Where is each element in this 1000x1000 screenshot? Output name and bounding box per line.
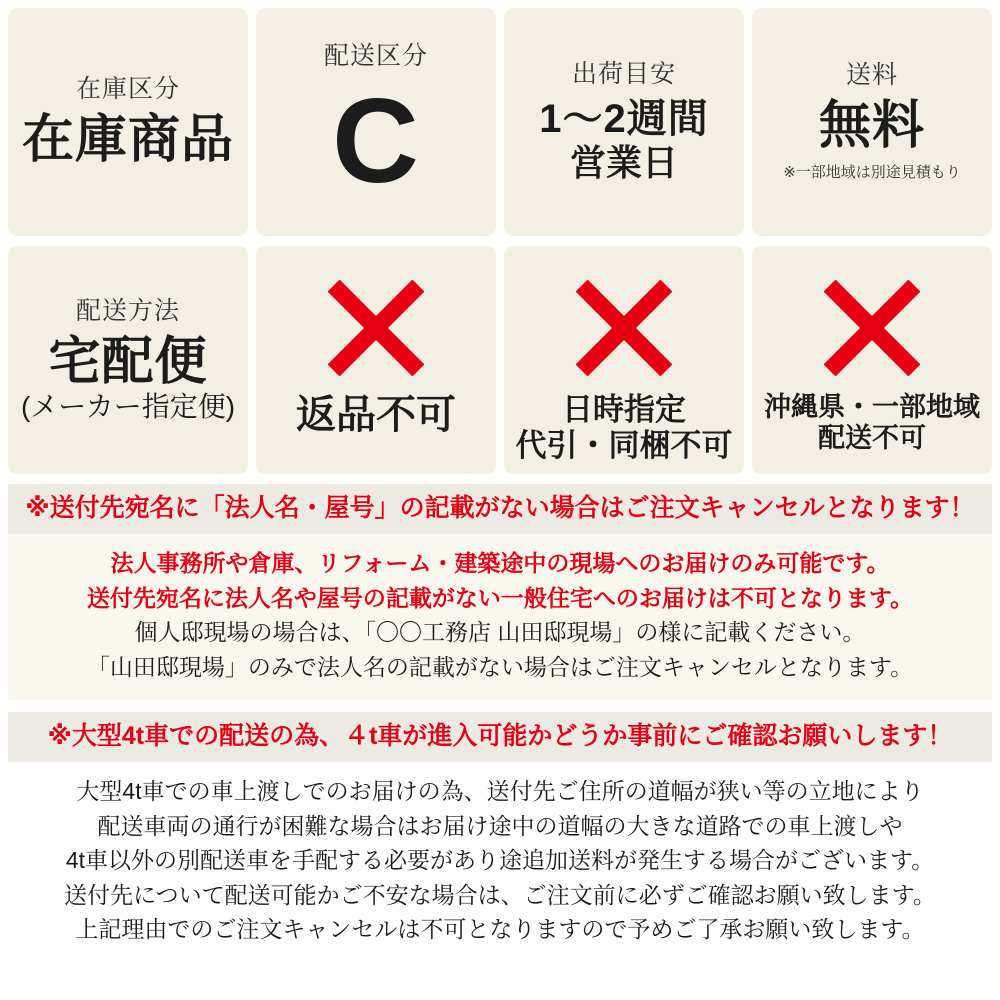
notice-truck-access — [8, 712, 992, 963]
no-date-designation-label-2: 代引・同梱不可 — [515, 427, 733, 463]
x-mark-icon — [316, 268, 436, 388]
shipping-estimate-value: 1〜2週間 — [539, 97, 709, 142]
no-date-designation-card — [504, 246, 744, 474]
shipping-estimate-label: 出荷目安 — [571, 59, 676, 88]
notice-line: 大型4t車での車上渡しでのお届けの為、送付先ご住所の道幅が狭い等の立地により — [76, 778, 924, 804]
notice-line: 法人事務所や倉庫、リフォーム・建築途中の現場へのお届けのみ可能です。 — [110, 550, 890, 576]
delivery-method-note: (メーカー指定便) — [20, 390, 236, 422]
delivery-method-label: 配送方法 — [75, 296, 180, 325]
delivery-method-card — [8, 246, 248, 474]
no-delivery-area-label-1: 沖縄県・一部地域 — [764, 392, 980, 422]
stock-type-value: 在庫商品 — [21, 111, 234, 170]
shipping-estimate-card — [504, 8, 744, 236]
badge-grid-row-1 — [8, 8, 992, 236]
notice-truck-access-body — [8, 762, 992, 963]
no-delivery-area-card — [752, 246, 992, 474]
notice-company-name-body — [8, 534, 992, 700]
notice-line: 送付先について配送可能かご不安な場合は、ご注文前に必ずご確認お願い致します。 — [64, 881, 936, 908]
notice-company-name-heading: ※送付先宛名に「法人名・屋号」の記載がない場合はご注文キャンセルとなります！ — [8, 484, 992, 534]
notice-line: 個人邸現場の場合は、「〇〇工務店 山田邸現場」の様に記載ください。 — [134, 619, 866, 645]
no-return-label: 返品不可 — [296, 393, 456, 437]
delivery-method-value: 宅配便 — [48, 333, 208, 392]
x-mark-icon — [812, 268, 932, 388]
notice-line: 配送車両の通行が困難な場合はお届け途中の道幅の大きな道路での車上渡しや — [97, 812, 903, 839]
notice-line: 4t車以外の別配送車を手配する必要があり途追加送料が発生する場合がございます。 — [65, 847, 935, 873]
shipping-fee-card — [752, 8, 992, 236]
notice-line: 上記理由でのご注文キャンセルは不可となりますので予めご了承お願い致します。 — [75, 916, 925, 942]
shipping-fee-value: 無料 — [818, 97, 925, 156]
delivery-class-value: C — [332, 73, 420, 208]
delivery-class-label: 配送区分 — [323, 42, 428, 71]
no-date-designation-label-1: 日時指定 — [562, 392, 686, 427]
delivery-class-card — [256, 8, 496, 236]
notice-line: 送付先宛名に法人名や屋号の記載がない一般住宅へのお届けは不可となります。 — [86, 584, 914, 611]
stock-type-label: 在庫区分 — [75, 74, 180, 103]
no-delivery-area-label-2: 配送不可 — [818, 423, 926, 454]
notice-truck-access-heading: ※大型4t車での配送の為、４t車が進入可能かどうか事前にご確認お願いします！ — [8, 712, 992, 762]
shipping-fee-note: ※一部地域は別途見積もり — [783, 164, 961, 182]
shipping-fee-label: 送料 — [845, 60, 898, 89]
x-mark-icon — [564, 268, 684, 388]
shipping-estimate-sub: 営業日 — [569, 142, 678, 184]
no-return-card — [256, 246, 496, 474]
notice-company-name — [8, 484, 992, 700]
notice-line: 「山田邸現場」のみで法人名の記載がない場合はご注文キャンセルとなります。 — [86, 653, 914, 680]
stock-type-card — [8, 8, 248, 236]
badge-grid-row-2 — [8, 246, 992, 474]
